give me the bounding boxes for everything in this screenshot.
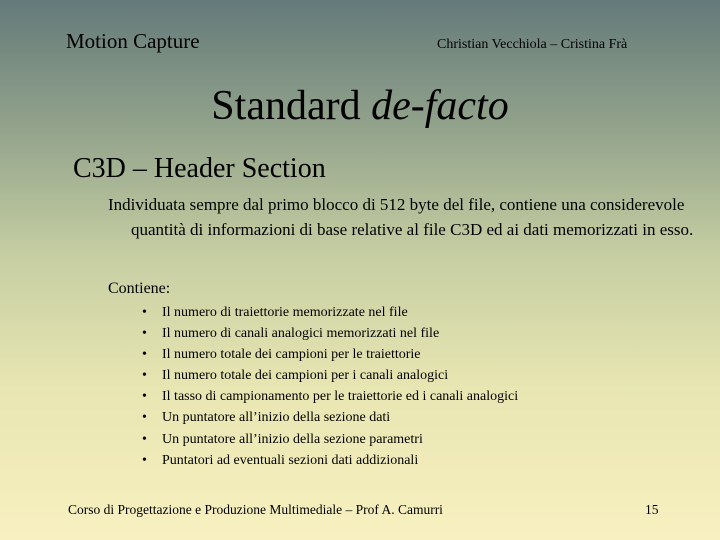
page-number: 15 — [645, 502, 659, 517]
bullet-dot: • — [142, 452, 147, 468]
bullet-item — [142, 323, 518, 344]
bullet-item — [142, 386, 518, 407]
header-topic: Motion Capture — [66, 29, 200, 53]
bullet-dot: • — [142, 389, 147, 405]
slide-title-regular: Standard — [211, 83, 361, 129]
bullet-item — [142, 429, 518, 450]
bullet-list — [142, 302, 518, 471]
section-title: C3D – Header Section — [73, 153, 326, 184]
bullet-text: Il numero totale dei campioni per le traiettorie — [162, 347, 421, 363]
bullet-dot: • — [142, 410, 147, 426]
slide-title-italic: de-facto — [371, 83, 509, 129]
bullet-text: Un puntatore all’inizio della sezione dati — [162, 410, 391, 426]
slide-title — [0, 82, 720, 130]
bullet-dot: • — [142, 347, 147, 363]
bullet-text: Il numero di canali analogici memorizzati nel file — [162, 326, 440, 342]
bullet-item — [142, 302, 518, 323]
header-authors: Christian Vecchiola – Cristina Frà — [437, 37, 628, 52]
footer-course: Corso di Progettazione e Produzione Multimediale – Prof A. Camurri — [68, 502, 443, 517]
bullet-item — [142, 365, 518, 386]
bullet-item — [142, 407, 518, 428]
bullet-text: Il numero di traiettorie memorizzate nel file — [162, 305, 408, 320]
bullet-dot: • — [142, 368, 147, 384]
bullet-item — [142, 450, 518, 471]
bullet-item — [142, 344, 518, 365]
bullet-text: Puntatori ad eventuali sezioni dati addizionali — [162, 452, 419, 468]
bullet-dot: • — [142, 326, 147, 342]
bullet-text: Il numero totale dei campioni per i canali analogici — [162, 368, 449, 384]
contiene-label: Contiene: — [108, 280, 171, 297]
bullet-text: Il tasso di campionamento per le traiettorie ed i canali analogici — [162, 389, 519, 405]
bullet-text: Un puntatore all’inizio della sezione parametri — [162, 431, 423, 447]
intro-paragraph: Individuata sempre dal primo blocco di 512 byte del file, contiene una considerevole quantità di informazioni di base relative al file C3D ed ai dati memorizzati in esso. — [108, 195, 694, 239]
bullet-dot: • — [142, 305, 147, 320]
bullet-dot: • — [142, 431, 147, 447]
